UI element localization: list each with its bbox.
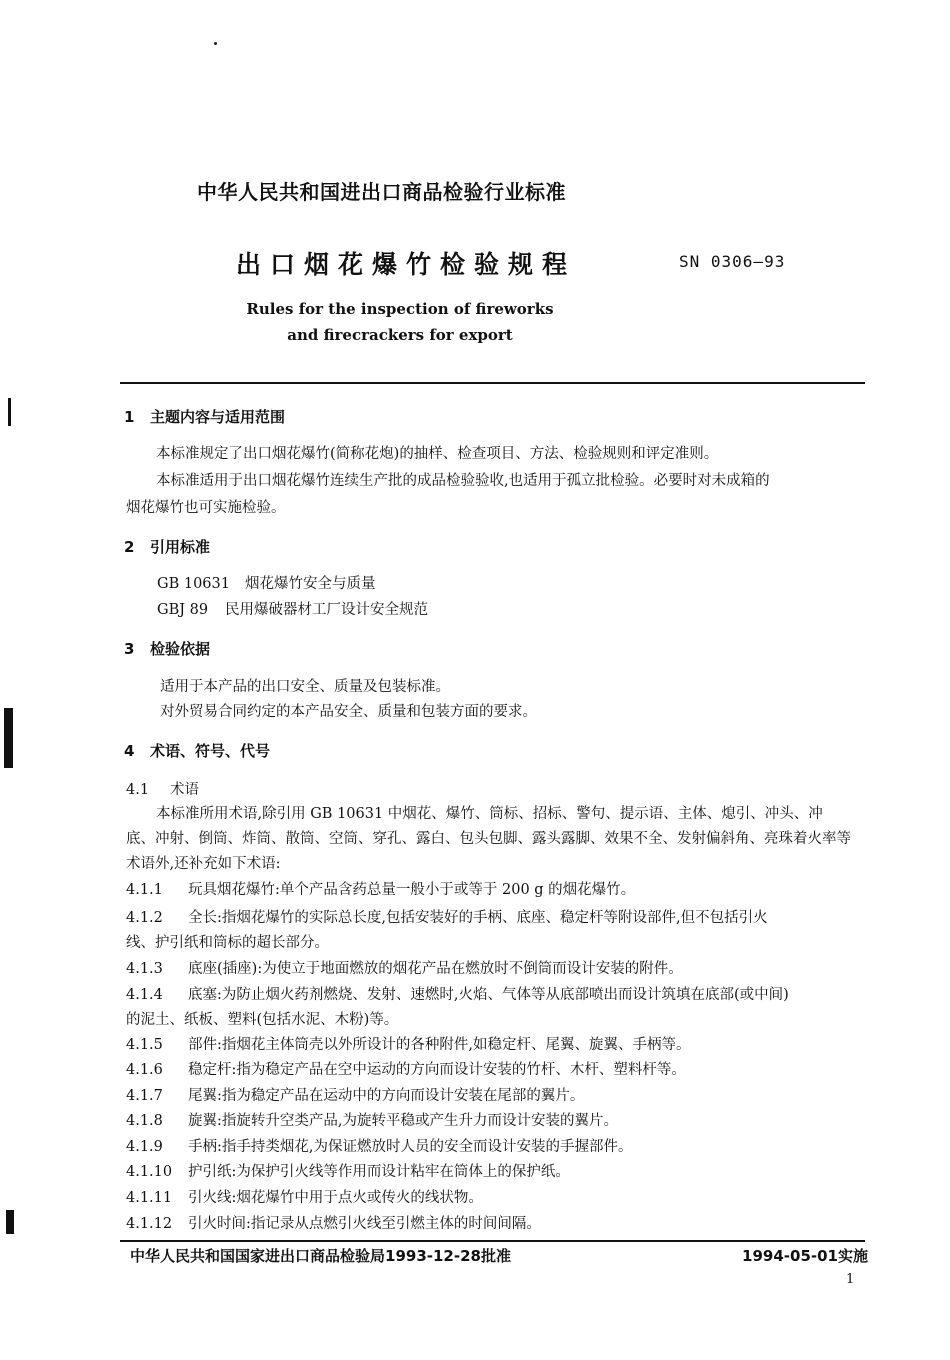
term-item (126, 1160, 570, 1181)
scan-mark (4, 708, 13, 768)
reference-name: 民用爆破器材工厂设计安全规范 (225, 602, 428, 618)
term-text: 线、护引纸和筒标的超长部分。 (126, 935, 329, 951)
term-item (126, 1212, 541, 1233)
page-number: 1 (846, 1272, 855, 1287)
term-number: 4.1.4 (126, 987, 163, 1003)
bottom-divider (120, 1240, 865, 1242)
section-1-heading (124, 406, 285, 427)
term-item (126, 957, 683, 978)
scan-mark (6, 1210, 14, 1234)
top-divider (120, 382, 865, 384)
reference-item (157, 572, 376, 593)
term-number: 4.1.2 (126, 910, 163, 926)
reference-code: GBJ 89 (157, 602, 209, 618)
scan-mark (8, 398, 11, 426)
term-number: 4.1.12 (126, 1216, 173, 1232)
term-text: 底塞:为防止烟火药剂燃烧、发射、速燃时,火焰、气体等从底部喷出而设计筑填在底部(或中间) (188, 987, 789, 1003)
effective-date: 1994-05-01实施 (742, 1247, 868, 1265)
section-1-paragraph-2: 本标准适用于出口烟花爆竹连续生产批的成品检验验收,也适用于孤立批检验。必要时对未成箱的 (156, 473, 770, 489)
term-item (126, 1084, 584, 1105)
reference-name: 烟花爆竹安全与质量 (245, 576, 376, 592)
term-number: 4.1.1 (126, 882, 163, 898)
section-3-paragraph-1: 适用于本产品的出口安全、质量及包装标准。 (160, 679, 450, 695)
document-title-en (0, 296, 800, 348)
scan-speck (214, 42, 217, 45)
term-item (126, 1033, 691, 1054)
section-number: 3 (124, 640, 135, 658)
terms-intro-line-2: 底、冲射、倒筒、炸筒、散筒、空筒、穿孔、露白、包头包脚、露头露脚、效果不全、发射偏斜角、亮珠着火率等 (126, 831, 851, 847)
subsection-title: 术语 (170, 782, 199, 798)
term-text: 部件:指烟花主体筒壳以外所设计的各种附件,如稳定杆、尾翼、旋翼、手柄等。 (188, 1037, 691, 1053)
term-number: 4.1.10 (126, 1164, 173, 1180)
term-number: 4.1.8 (126, 1113, 163, 1129)
term-text: 底座(插座):为使立于地面燃放的烟花产品在燃放时不倒筒而设计安装的附件。 (188, 961, 683, 977)
section-title: 引用标准 (150, 538, 211, 556)
document-title-zh: 出口烟花爆竹检验规程 (236, 250, 577, 279)
term-text: 玩具烟花爆竹:单个产品含药总量一般小于或等于 200 g 的烟花爆竹。 (188, 882, 636, 898)
term-item (126, 983, 789, 1004)
term-number: 4.1.11 (126, 1190, 173, 1206)
section-2-heading (124, 536, 210, 557)
term-item-cont (126, 931, 329, 952)
reference-item (157, 598, 428, 619)
terms-intro-line-3: 术语外,还补充如下术语: (126, 856, 281, 872)
term-text: 引火线:烟花爆竹中用于点火或传火的线状物。 (188, 1190, 483, 1206)
subsection-4-1-heading (126, 778, 199, 799)
section-title: 主题内容与适用范围 (150, 408, 286, 426)
title-en-line-1: Rules for the inspection of fireworks (246, 300, 554, 318)
term-number: 4.1.9 (126, 1139, 163, 1155)
term-item (126, 1109, 618, 1130)
term-number: 4.1.7 (126, 1088, 163, 1104)
section-3-heading (124, 638, 210, 659)
reference-code: GB 10631 (157, 576, 230, 592)
term-text: 引火时间:指记录从点燃引火线至引燃主体的时间间隔。 (188, 1216, 541, 1232)
subsection-number: 4.1 (126, 782, 150, 798)
term-text: 全长:指烟花爆竹的实际总长度,包括安装好的手柄、底座、稳定杆等附设部件,但不包括引火 (188, 910, 768, 926)
term-item (126, 1186, 483, 1207)
section-number: 2 (124, 538, 135, 556)
term-number: 4.1.3 (126, 961, 163, 977)
term-number: 4.1.5 (126, 1037, 163, 1053)
section-3-paragraph-2: 对外贸易合同约定的本产品安全、质量和包装方面的要求。 (160, 704, 537, 720)
section-number: 1 (124, 408, 135, 426)
section-number: 4 (124, 742, 135, 760)
term-item (126, 878, 635, 899)
term-text: 尾翼:指为稳定产品在运动中的方向而设计安装在尾部的翼片。 (188, 1088, 585, 1104)
section-title: 检验依据 (150, 640, 211, 658)
term-number: 4.1.6 (126, 1062, 163, 1078)
term-item-cont (126, 1008, 398, 1029)
title-en-line-2: and firecrackers for export (287, 326, 513, 344)
approval-statement: 中华人民共和国国家进出口商品检验局1993-12-28批准 (130, 1247, 511, 1265)
terms-intro-line-1: 本标准所用术语,除引用 GB 10631 中烟花、爆竹、筒标、招标、警句、提示语、主体、熄引、冲头、冲 (156, 806, 823, 822)
term-text: 稳定杆:指为稳定产品在空中运动的方向而设计安装的竹杆、木杆、塑料杆等。 (188, 1062, 686, 1078)
section-1-paragraph-1: 本标准规定了出口烟花爆竹(简称花炮)的抽样、检查项目、方法、检验规则和评定准则。 (156, 446, 719, 462)
term-text: 的泥土、纸板、塑料(包括水泥、木粉)等。 (126, 1012, 399, 1028)
section-1-paragraph-2-cont: 烟花爆竹也可实施检验。 (126, 500, 286, 516)
term-item (126, 906, 768, 927)
term-text: 旋翼:指旋转升空类产品,为旋转平稳或产生升力而设计安装的翼片。 (188, 1113, 618, 1129)
standard-code: SN 0306—93 (679, 252, 786, 271)
term-text: 手柄:指手持类烟花,为保证燃放时人员的安全而设计安装的手握部件。 (188, 1139, 633, 1155)
term-item (126, 1058, 686, 1079)
term-item (126, 1135, 633, 1156)
standard-category-header: 中华人民共和国进出口商品检验行业标准 (197, 180, 566, 204)
section-title: 术语、符号、代号 (150, 742, 271, 760)
term-text: 护引纸:为保护引火线等作用而设计粘牢在筒体上的保护纸。 (188, 1164, 570, 1180)
section-4-heading (124, 740, 270, 761)
